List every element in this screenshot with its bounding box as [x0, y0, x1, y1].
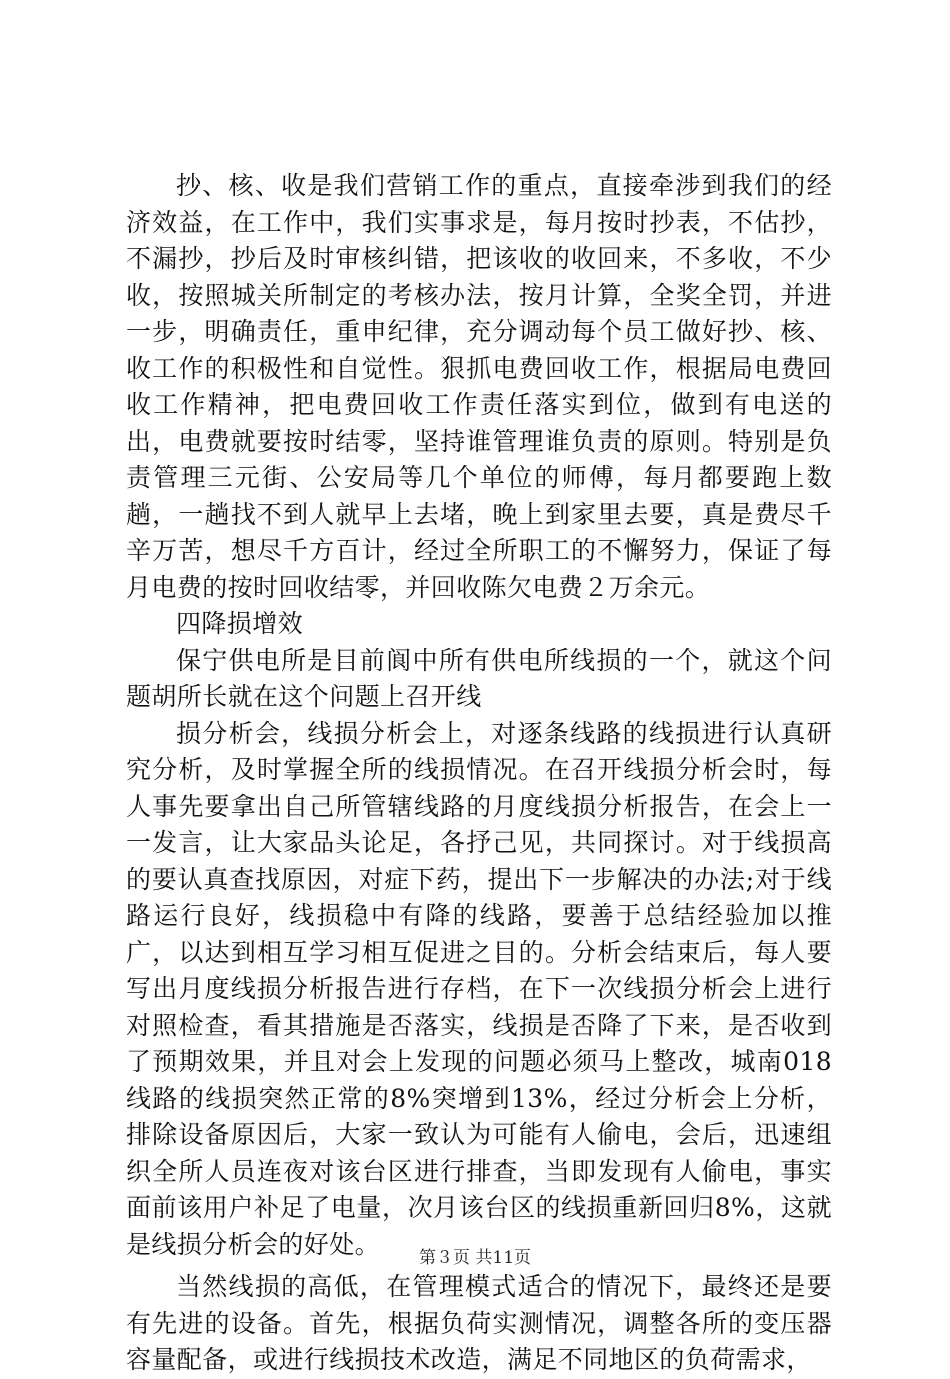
page-number-footer: 第３页 共11页	[418, 1248, 532, 1268]
section-heading-loss-reduction: 四降损增效	[176, 609, 304, 638]
paragraph-equipment: 当然线损的高低，在管理模式适合的情况下，最终还是要有先进的设备。首先，根据负荷实测情况，调整各所的变压器容量配备，或进行线损技术改造，满足不同地区的负荷需求，	[126, 1272, 832, 1374]
document-body	[126, 168, 832, 1379]
paragraph-loss-analysis-meeting: 损分析会，线损分析会上，对逐条线路的线损进行认真研究分析，及时掌握全所的线损情况。在召开线损分析会时，每人事先要拿出自己所管辖线路的月度线损分析报告，在会上一一发言，让大家品头论足，各抒己见，共同探讨。对于线损高的要认真查找原因，对症下药，提出下一步解决的办法;对于线路运行良好，线损稳中有降的线路，要善于总结经验加以推广，以达到相互学习相互促进之目的。分析会结束后，每人要写出月度线损分析报告进行存档，在下一次线损分析会上进行对照检查，看其措施是否落实，线损是否降了下来，是否收到了预期效果，并且对会上发现的问题必须马上整改，城南018线路的线损突然正常的8%突增到13%，经过分析会上分析，排除设备原因后，大家一致认为可能有人偷电，会后，迅速组织全所人员连夜对该台区进行排查，当即发现有人偷电，事实面前该用户补足了电量，次月该台区的线损重新回归8%，这就是线损分析会的好处。	[126, 718, 832, 1259]
paragraph-meter-reading: 抄、核、收是我们营销工作的重点，直接牵涉到我们的经济效益，在工作中，我们实事求是，每月按时抄表，不估抄，不漏抄，抄后及时审核纠错，把该收的收回来，不多收，不少收，按照城关所制定的考核办法，按月计算，全奖全罚，并进一步，明确责任，重申纪律，充分调动每个员工做好抄、核、收工作的积极性和自觉性。狠抓电费回收工作，根据局电费回收工作精神，把电费回收工作责任落实到位，做到有电送的出，电费就要按时结零，坚持谁管理谁负责的原则。特别是负责管理三元街、公安局等几个单位的师傅，每月都要跑上数趟，一趟找不到人就早上去堵，晚上到家里去要，真是费尽千辛万苦，想尽千方百计，经过全所职工的不懈努力，保证了每月电费的按时回收结零，并回收陈欠电费２万余元。	[126, 171, 832, 602]
paragraph-baoning-intro: 保宁供电所是目前阆中所有供电所线损的一个，就这个问题胡所长就在这个问题上召开线	[126, 645, 832, 711]
